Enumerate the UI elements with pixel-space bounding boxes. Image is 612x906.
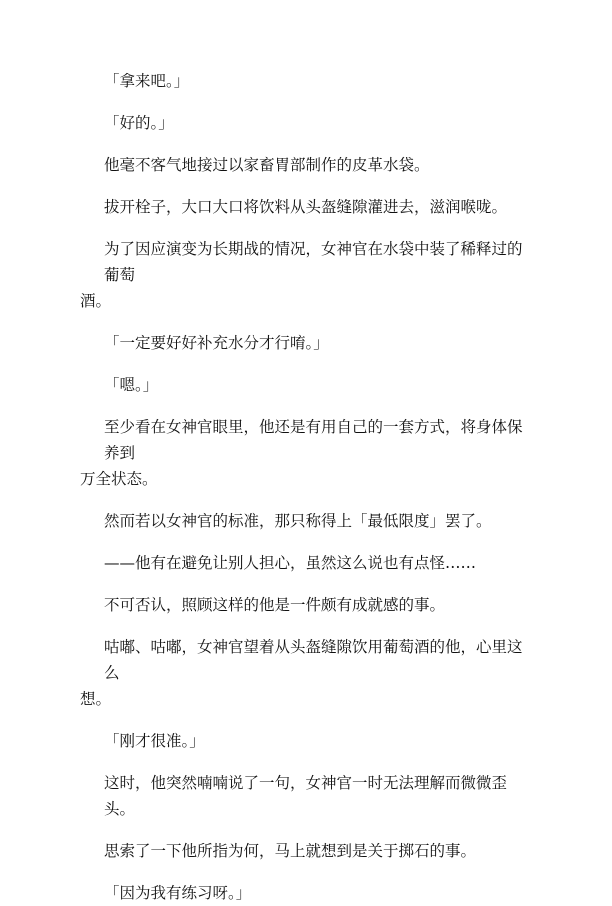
paragraph-3: 他毫不客气地接过以家畜胃部制作的皮革水袋。: [104, 156, 430, 174]
paragraph-10: ——他有在避免让别人担心，虽然这么说也有点怪……: [104, 554, 477, 572]
paragraph-5: 为了因应演变为长期战的情况，女神官在水袋中装了稀释过的葡萄 酒。: [80, 240, 523, 310]
paragraph-2: 「好的。」: [104, 114, 174, 132]
paragraph-16: 「因为我有练习呀。」: [104, 884, 252, 902]
paragraph-11: 不可否认，照顾这样的他是一件颇有成就感的事。: [104, 596, 446, 614]
paragraph-1: 「拿来吧。」: [104, 72, 190, 90]
paragraph-15: 思索了一下他所指为何，马上就想到是关于掷石的事。: [104, 842, 477, 860]
paragraph-13: 「刚才很准。」: [104, 732, 205, 750]
paragraph-9: 然而若以女神官的标准，那只称得上「最低限度」罢了。: [104, 512, 492, 530]
paragraph-6: 「一定要好好补充水分才行唷。」: [104, 334, 329, 352]
paragraph-12: 咕嘟、咕嘟，女神官望着从头盔缝隙饮用葡萄酒的他，心里这么 想。: [80, 638, 523, 708]
paragraph-14: 这时，他突然喃喃说了一句，女神官一时无法理解而微微歪头。: [104, 774, 508, 818]
paragraph-8: 至少看在女神官眼里，他还是有用自己的一套方式，将身体保养到 万全状态。: [80, 418, 523, 488]
paragraph-4: 拔开栓子，大口大口将饮料从头盔缝隙灌进去，滋润喉咙。: [104, 198, 508, 216]
paragraph-7: 「嗯。」: [104, 376, 159, 394]
